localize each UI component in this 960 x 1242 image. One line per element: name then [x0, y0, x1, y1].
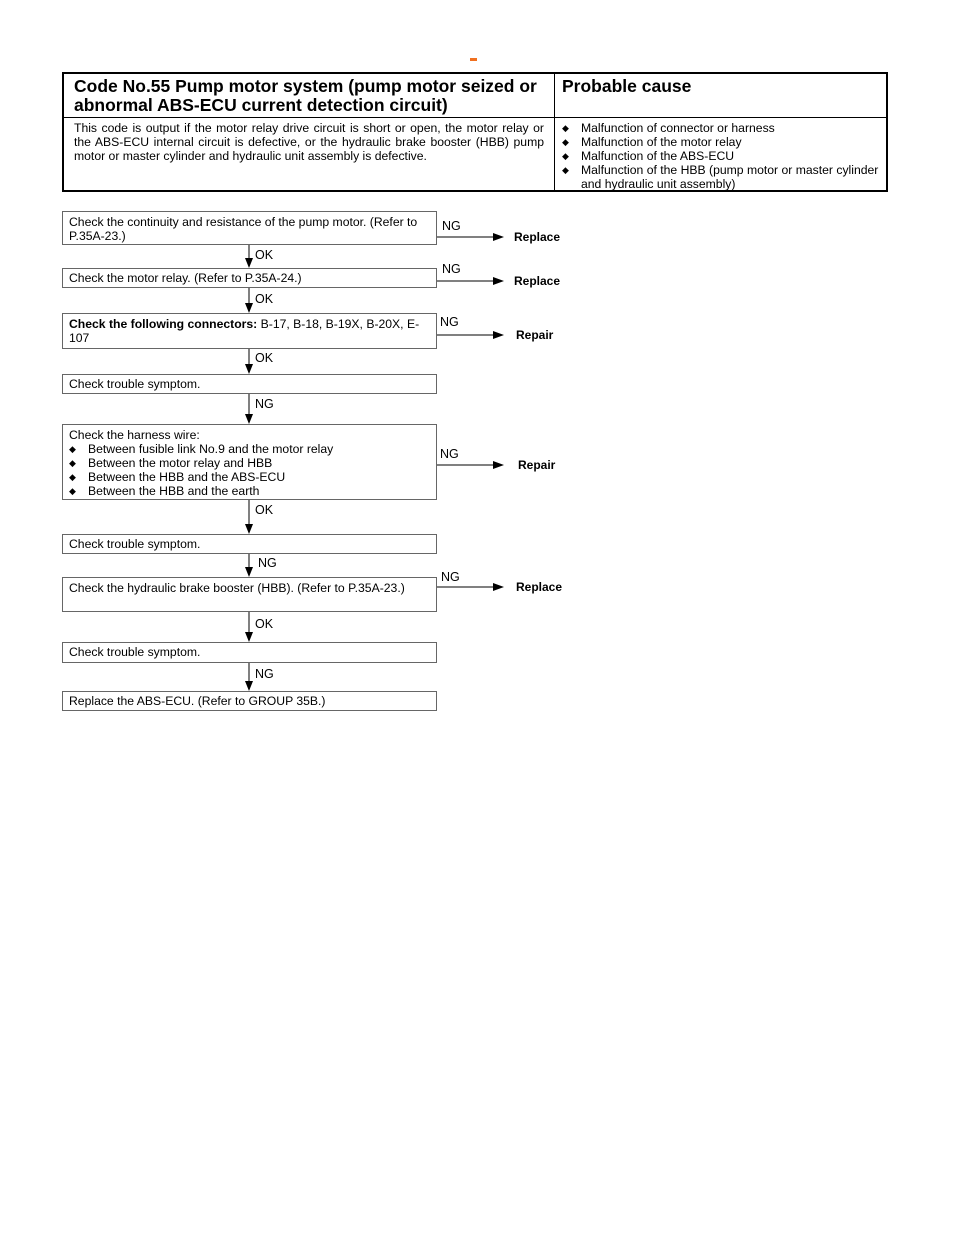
ok-label: OK [255, 503, 274, 517]
step-text: Check the continuity and resistance of the pump motor. (Refer to P.35A-23.) [69, 215, 418, 243]
step-check-motor-relay [62, 268, 437, 288]
step-text: Replace the ABS-ECU. (Refer to GROUP 35B.) [69, 694, 326, 708]
step-text: Check trouble symptom. [69, 645, 201, 659]
ng-label: NG [255, 667, 274, 681]
action-repair: Repair [518, 458, 556, 472]
code-title: Code No.55 Pump motor system (pump motor seized or abnormal ABS-ECU current detection circuit) [74, 76, 537, 115]
step-text: Check trouble symptom. [69, 377, 201, 391]
step-text: Check the hydraulic brake booster (HBB). (Refer to P.35A-23.) [69, 581, 405, 595]
step-check-pump-motor [62, 211, 437, 245]
step-text-bold: Check the following connectors: [69, 317, 258, 331]
list-item: ◆ Between the motor relay and HBB [69, 456, 430, 470]
action-replace: Replace [514, 230, 561, 244]
list-item: ◆ Between fusible link No.9 and the motor relay [69, 442, 430, 456]
ok-label: OK [255, 351, 274, 365]
code-description: This code is output if the motor relay drive circuit is short or open, the motor relay or the ABS-ECU internal circuit is defective, or the hydraulic brake booster (HBB) pump motor or master cylinder and hydraulic unit assembly is defective. [74, 121, 544, 163]
step-check-trouble-symptom [62, 374, 437, 394]
step-text: B-17, B-18, B-19X, B-20X, E-107 [69, 317, 420, 345]
ok-label: OK [255, 248, 274, 262]
probable-cause-title: Probable cause [562, 76, 692, 96]
step-text: Check trouble symptom. [69, 537, 201, 551]
action-replace: Replace [514, 274, 561, 288]
ok-label: OK [255, 292, 274, 306]
step-check-trouble-symptom [62, 642, 437, 663]
step-check-harness-wire [62, 424, 437, 500]
cause-item: ◆ Malfunction of the HBB (pump motor or master cylinder and hydraulic unit assembly) [562, 163, 882, 191]
ng-label: NG [441, 570, 460, 584]
action-repair: Repair [516, 328, 554, 342]
cause-item: ◆ Malfunction of the ABS-ECU [562, 149, 882, 163]
list-item: ◆ Between the HBB and the earth [69, 484, 430, 498]
ng-label: NG [258, 556, 277, 570]
step-replace-abs-ecu [62, 691, 437, 711]
list-item: ◆ Between the HBB and the ABS-ECU [69, 470, 430, 484]
harness-wire-list [69, 442, 430, 498]
step-check-hbb [62, 577, 437, 612]
ng-label: NG [255, 397, 274, 411]
ng-label: NG [442, 219, 461, 233]
step-text: Check the motor relay. (Refer to P.35A-24.) [69, 271, 302, 285]
step-text: Check the harness wire: [69, 428, 200, 442]
ng-label: NG [440, 447, 459, 461]
ng-label: NG [442, 262, 461, 276]
ok-label: OK [255, 617, 274, 631]
ng-label: NG [440, 315, 459, 329]
action-replace: Replace [516, 580, 563, 594]
step-check-connectors [62, 313, 437, 349]
cause-item: ◆ Malfunction of the motor relay [562, 135, 882, 149]
step-check-trouble-symptom [62, 534, 437, 554]
cause-item: ◆ Malfunction of connector or harness [562, 121, 882, 135]
